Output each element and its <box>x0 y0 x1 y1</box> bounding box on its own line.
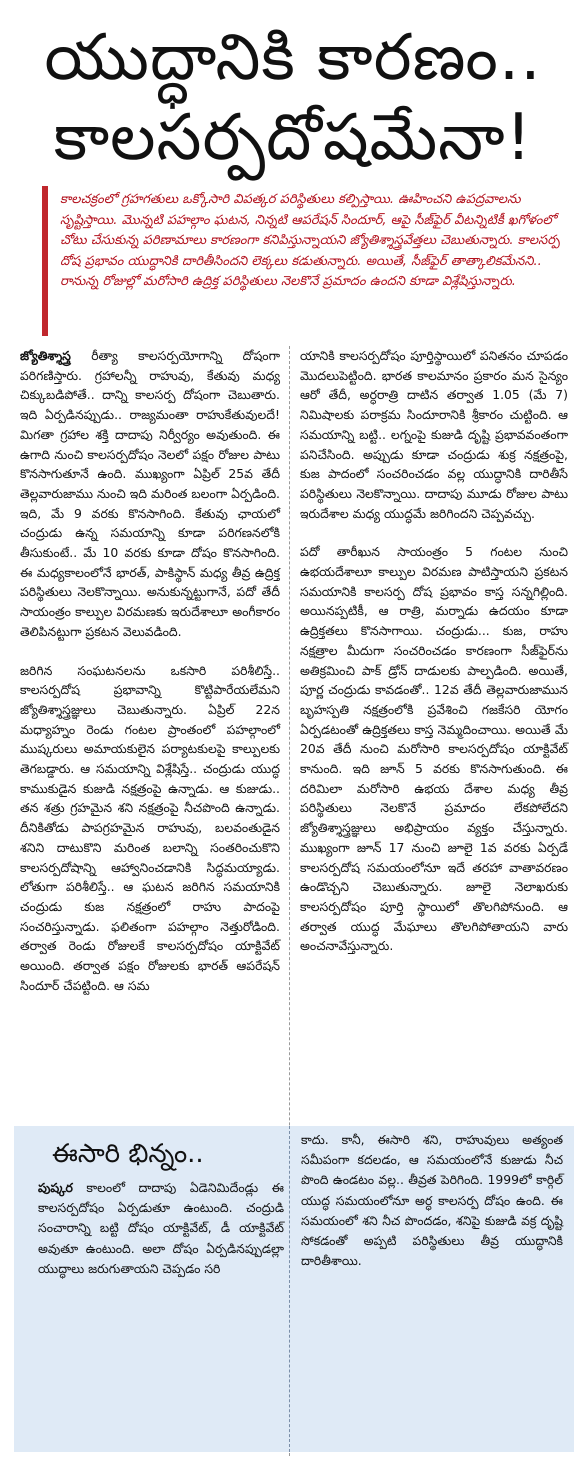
box-title: ఈసారి భిన్నం.. <box>52 1139 204 1169</box>
headline <box>0 0 586 182</box>
intro-text: కాలచక్రంలో గ్రహగతులు ఒక్కోసారి విపత్కర పరిస్థితులు కల్పిస్తాయి. ఊహించని ఉపద్రవాలను సృష్టిస్తాయి. మొన్నటి పహల్గాం ఘటన, నిన్నటి ఆపరేషన్ సిందూర్, ఆపై సీజ్‌ఫైర్ వీటన్నిటికీ ఖగోళంలో చోటు చేసుకున్న పరిణామాలు కారణంగా కనిపిస్తున్నాయని జ్యోతిశ్శాస్త్రవేత్తలు చెబుతున్నారు. కాలసర్ప దోష ప్రభావం యుద్ధానికి దారితీసిందని లెక్కలు కడుతున్నారు. అయితే, సీజ్‌ఫైర్ తాత్కాలికమేనని.. రానున్న రోజుల్లో మరోసారి ఉద్రిక్త పరిస్థితులు నెలకొనే ప్రమాదం ఉందని కూడా విశ్లేషిస్తున్నారు. <box>60 192 560 290</box>
paragraph <box>20 346 280 642</box>
sidebar-box <box>14 1126 574 1452</box>
box-column-left <box>38 1178 284 1279</box>
headline-line-2: కాలసర్పదోషమేనా! <box>53 101 533 175</box>
article-column-left <box>20 346 280 1122</box>
paragraph-text: రీత్యా కాలసర్పయోగాన్ని దోషంగా పరిగణిస్తారు. గ్రహాలన్నీ రాహువు, కేతువు మధ్య చిక్కుబడిపోతే.. దాన్ని కాలసర్ప దోషంగా చెబుతారు. ఇది ఏర్పడినప్పుడు.. రాజ్యమంతా రాహుకేతువులదే! మిగతా గ్రహాల శక్తి దాదాపు నిర్వీర్యం అవుతుంది. ఈ ఉగాది నుంచి కాలసర్పదోషం నెలలో పక్షం రోజుల పాటు కొనసాగుతూనే ఉంది. ముఖ్యంగా ఏప్రిల్ 25వ తేదీ తెల్లవారుజాము నుంచి ఇది మరింత బలంగా ఏర్పడింది. ఇది, మే 9 వరకు కొనసాగింది. కేతువు ఛాయలో చంద్రుడు ఉన్న సమయాన్ని కూడా పరిగణనలోకి తీసుకుంటే.. మే 10 వరకు కూడా దోషం కొనసాగింది. ఈ మధ్యకాలంలోనే భారత్, పాకిస్థాన్ మధ్య తీవ్ర ఉద్రిక్త పరిస్థితులు నెలకొన్నాయి. అనుకున్నట్టుగానే, పదో తేదీ సాయంత్రం కాల్పుల విరమణకు ఇరుదేశాలూ అంగీకారం తెలిపినట్టుగా ప్రకటన వెలువడింది. <box>20 348 280 639</box>
headline-line-1: యుద్ధానికి కారణం.. <box>44 21 542 95</box>
box-text: కాలంలో దాదాపు ఏడెనిమిదేండ్లు ఈ కాలసర్పదోషం ఏర్పడుతూ ఉంటుంది. చంద్రుడి సంచారాన్ని బట్టి దోషం యాక్టివేట్, డీ యాక్టివేట్ అవుతూ ఉంటుంది. అలా దోషం ఏర్పడినప్పుడల్లా యుద్ధాలు జరుగుతాయని చెప్పడం సరి <box>38 1180 284 1276</box>
box-divider <box>289 1126 290 1452</box>
paragraph: యానికి కాలసర్పదోషం పూర్తిస్థాయిలో పనితనం చూపడం మొదలుపెట్టింది. భారత కాలమానం ప్రకారం మన సైన్యం ఆరో తేదీ, అర్ధరాత్రి దాటిన తర్వాత 1.05 (మే 7) నిమిషాలకు పరాక్రమ సిందూరానికి శ్రీకారం చుట్టింది. ఆ సమయాన్ని బట్టి.. లగ్నంపై కుజుడి దృష్టి ప్రభావవంతంగా పనిచేసింది. అప్పుడు కూడా చంద్రుడు శుక్ర నక్షత్రంపై, కుజ పాదంలో సంచరించడం వల్ల యుద్ధానికి దారితీసే పరిస్థితులు నెలకొన్నాయి. దాదాపు మూడు రోజుల పాటు ఇరుదేశాల మధ్య యుద్ధమే జరిగిందని చెప్పవచ్చు. <box>300 348 568 521</box>
paragraph: జరిగిన సంఘటనలను ఒకసారి పరిశీలిస్తే.. కాలసర్పదోష ప్రభావాన్ని కొట్టిపారేయలేమని జ్యోతిశ్శాస్త్రజ్ఞులు చెబుతున్నారు. ఏప్రిల్ 22న మధ్యాహ్నం రెండు గంటల ప్రాంతంలో పహల్గాంలో ముష్కరులు అమాయకులైన పర్యాటకులపై కాల్పులకు తెగబడ్డారు. ఆ సమయాన్ని విశ్లేషిస్తే.. చంద్రుడు యుద్ధ కాముకుడైన కుజుడి నక్షత్రంపై ఉన్నాడు. ఆ కుజుడు.. తన శత్రు గ్రహమైన శని నక్షత్రంపై నీచపొంది ఉన్నాడు. దీనికితోడు పాపగ్రహమైన రాహువు, బలవంతుడైన శనిని దాటుకొని మరింత బలాన్ని సంతరించుకొని కాలసర్పదోషాన్ని ఆహ్వానించడానికి సిద్ధమయ్యాడు. లోతుగా పరిశీలిస్తే.. ఆ ఘటన జరిగిన సమయానికి చంద్రుడు కుజ నక్షత్రంలో రాహు పాదంపై సంచరిస్తున్నాడు. ఫలితంగా పహల్గాం నెత్తురోడింది. తర్వాత రెండు రోజులకే కాలసర్పదోషం యాక్టివేట్ అయింది. తర్వాత పక్షం రోజులకు భారత్ ఆపరేషన్ సిందూర్ చేపట్టింది. ఆ సమ <box>20 662 280 993</box>
intro-blurb <box>42 186 572 336</box>
lead-word: జ్యోతిశ్శాస్త్ర <box>20 348 71 363</box>
article-column-right <box>300 346 568 1204</box>
paragraph: పదో తారీఖున సాయంత్రం 5 గంటల నుంచి ఉభయదేశాలూ కాల్పుల విరమణ పాటిస్తాయని ప్రకటన సమయానికి కాలసర్ప దోష ప్రభావం కాస్త సన్నగిల్లింది. అయినప్పటికీ, ఆ రాత్రి, మర్నాడు ఉదయం కూడా ఉద్రిక్తతలు కొనసాగాయి. చంద్రుడు... కుజ, రాహు నక్షత్రాల మీదుగా సంచరించడం కారణంగా సీజ్‌ఫైర్‌ను అతిక్రమించి పాక్ డ్రోన్ దాడులకు పాల్పడింది. అయితే, పూర్ణ చంద్రుడు కావడంతో.. 12వ తేదీ తెల్లవారుజామున బృహస్పతి నక్షత్రంలోకి ప్రవేశించి గజకేసరి యోగం ఏర్పడటంతో ఉద్రిక్తతలు కాస్త నెమ్మదించాయి. అయితే మే 20వ తేదీ నుంచి మరోసారి కాలసర్పదోషం యాక్టివేట్ కానుంది. ఇది జూన్ 5 వరకు కొనసాగుతుంది. ఈ దరిమిలా మరోసారి ఉభయ దేశాల మధ్య తీవ్ర పరిస్థితులు నెలకొనే ప్రమాదం లేకపోలేదని జ్యోతిశ్శాస్త్రజ్ఞులు అభిప్రాయం వ్యక్తం చేస్తున్నారు. ముఖ్యంగా జూన్ 17 నుంచి జూలై 1వ వరకు ఏర్పడే కాలసర్పదోష సమయంలోనూ ఇదే తరహా వాతావరణం ఉండొచ్చని చెబుతున్నారు. జూలై నెలాఖరుకు కాలసర్పదోషం పూర్తి స్థాయిలో తొలగిపోనుంది. ఆ తర్వాత యుద్ధ మేఘాలు తొలగిపోతాయని వారు అంచనావేస్తున్నారు. <box>300 544 568 954</box>
box-column-right: కాదు. కానీ, ఈసారి శని, రాహువులు అత్యంత సమీపంగా కదలడం, ఆ సమయంలోనే కుజుడు నీచ పొంది ఉండటం వల్ల.. తీవ్రత పెరిగింది. 1999లో కార్గిల్ యుద్ధ సమయంలోనూ అర్ధ కాలసర్ప దోషం ఉంది. ఈ సమయంలో శని నీచ పొందడం, శనిపై కుజుడి వక్ర దృష్టి సోకడంతో అప్పటి పరిస్థితులు తీవ్ర యుద్ధానికి దారితీశాయి. <box>301 1132 563 1269</box>
lead-word: పుష్కర <box>38 1180 73 1195</box>
